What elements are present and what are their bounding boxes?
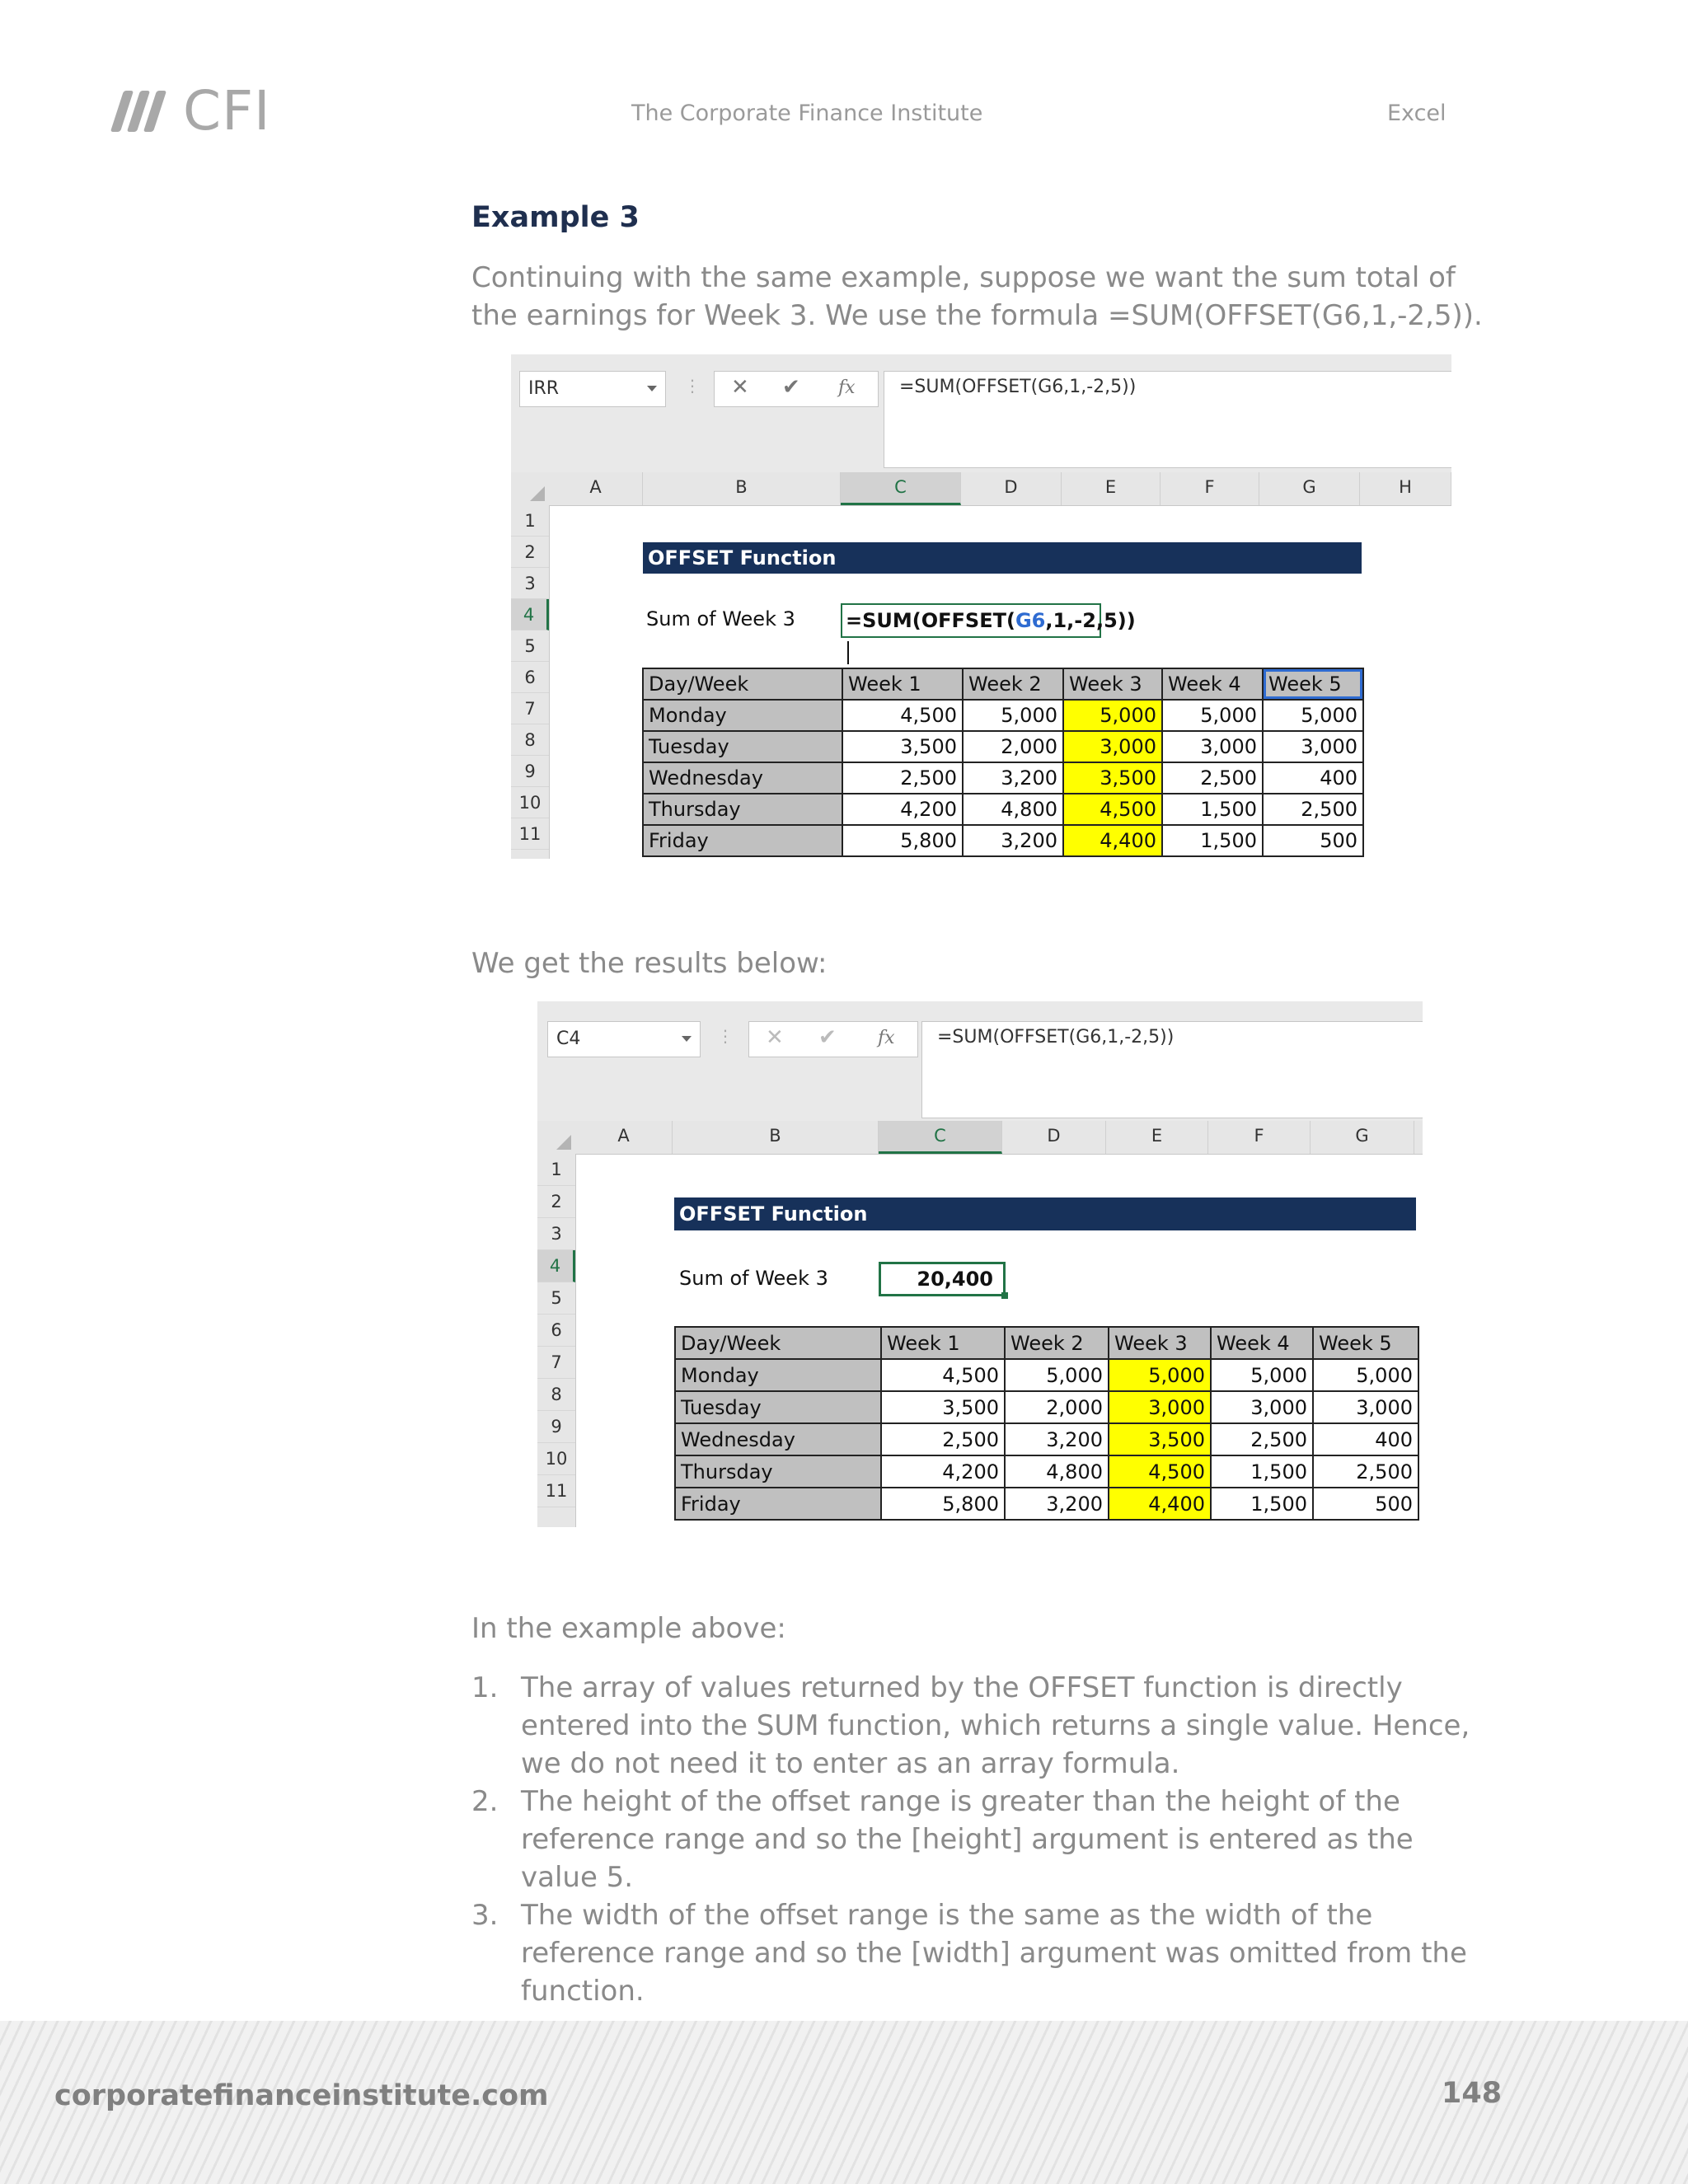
value-cell[interactable]: 400 bbox=[1313, 1423, 1418, 1455]
value-cell-highlighted[interactable]: 4,500 bbox=[1109, 1455, 1211, 1488]
table-row bbox=[643, 700, 1363, 731]
row-header[interactable]: 3 bbox=[537, 1218, 575, 1250]
row-header[interactable]: 10 bbox=[537, 1443, 575, 1475]
formula-input[interactable] bbox=[921, 1021, 1423, 1118]
list-item-number: 2. bbox=[471, 1785, 499, 1818]
column-header-a[interactable]: A bbox=[549, 472, 643, 505]
formula-buttons bbox=[748, 1021, 918, 1057]
name-box-value: C4 bbox=[556, 1029, 581, 1049]
value-cell-highlighted[interactable]: 4,500 bbox=[1063, 794, 1162, 825]
table-row bbox=[675, 1423, 1418, 1455]
intro-paragraph: Continuing with the same example, suppose we want the sum total of the earnings for Week 3. We use the formula =SUM(OFFSET(G6,1,-2,5)). bbox=[471, 261, 1483, 332]
table-header[interactable]: Week 1 bbox=[881, 1327, 1005, 1359]
table-header[interactable]: Day/Week bbox=[643, 668, 842, 700]
column-header-d[interactable]: D bbox=[1002, 1121, 1106, 1154]
value-cell[interactable]: 3,000 bbox=[1211, 1391, 1313, 1423]
table-row bbox=[643, 762, 1363, 794]
day-cell[interactable]: Tuesday bbox=[675, 1391, 881, 1423]
footer-website[interactable]: corporatefinanceinstitute.com bbox=[54, 2079, 549, 2112]
example-heading: Example 3 bbox=[471, 201, 640, 234]
formula-text: =SUM(OFFSET(G6,1,-2,5)) bbox=[937, 1027, 1175, 1047]
value-cell[interactable]: 3,500 bbox=[881, 1391, 1005, 1423]
list-item bbox=[471, 1783, 1493, 1896]
page-number: 148 bbox=[1442, 2077, 1503, 2110]
excel-screenshot-result bbox=[537, 1001, 1423, 1527]
table-header-ref-g6[interactable]: Week 5 bbox=[1263, 668, 1363, 700]
day-cell[interactable]: Friday bbox=[675, 1488, 881, 1520]
column-header-g[interactable]: G bbox=[1311, 1121, 1414, 1154]
row-header[interactable]: 6 bbox=[537, 1315, 575, 1347]
cancel-icon[interactable]: ✕ bbox=[766, 1025, 784, 1050]
value-cell[interactable]: 1,500 bbox=[1211, 1455, 1313, 1488]
value-cell[interactable]: 2,500 bbox=[1162, 762, 1263, 794]
day-cell[interactable]: Monday bbox=[675, 1359, 881, 1391]
row-header[interactable]: 1 bbox=[511, 505, 549, 537]
value-cell[interactable]: 1,500 bbox=[1162, 794, 1263, 825]
row-header[interactable]: 11 bbox=[537, 1475, 575, 1507]
value-cell-highlighted[interactable]: 3,500 bbox=[1109, 1423, 1211, 1455]
header-title: The Corporate Finance Institute bbox=[631, 101, 983, 126]
formula-text: =SUM(OFFSET(G6,1,-2,5)) bbox=[899, 377, 1137, 397]
select-all-corner[interactable] bbox=[511, 472, 549, 505]
value-cell[interactable]: 4,500 bbox=[842, 700, 963, 731]
row-header[interactable]: 5 bbox=[537, 1282, 575, 1315]
table-header[interactable]: Week 4 bbox=[1162, 668, 1263, 700]
column-headers bbox=[575, 1121, 1423, 1155]
row-header[interactable]: 9 bbox=[537, 1411, 575, 1443]
value-cell[interactable]: 4,200 bbox=[842, 794, 963, 825]
fx-icon[interactable]: fx bbox=[838, 377, 856, 398]
value-cell[interactable]: 3,200 bbox=[963, 762, 1063, 794]
row-header[interactable]: 2 bbox=[537, 1186, 575, 1218]
table-header[interactable]: Week 1 bbox=[842, 668, 963, 700]
row-header[interactable]: 7 bbox=[537, 1347, 575, 1379]
logo-text: CFI bbox=[183, 79, 271, 143]
column-header-d[interactable]: D bbox=[961, 472, 1062, 505]
row-header[interactable]: 6 bbox=[511, 662, 549, 693]
cell-formula-pre: =SUM(OFFSET( bbox=[846, 609, 1015, 632]
value-cell[interactable]: 2,500 bbox=[881, 1423, 1005, 1455]
result-cell-c4[interactable] bbox=[879, 1262, 1006, 1296]
column-header-b[interactable]: B bbox=[643, 472, 841, 505]
table-header[interactable]: Week 3 bbox=[1109, 1327, 1211, 1359]
value-cell[interactable]: 4,800 bbox=[1005, 1455, 1109, 1488]
table-row bbox=[675, 1455, 1418, 1488]
value-cell-highlighted[interactable]: 3,000 bbox=[1063, 731, 1162, 762]
offset-title-bar: OFFSET Function bbox=[643, 542, 1362, 574]
text-cursor bbox=[847, 641, 849, 664]
name-box[interactable] bbox=[519, 371, 666, 407]
sum-label: Sum of Week 3 bbox=[646, 607, 795, 630]
list-item-number: 3. bbox=[471, 1899, 499, 1932]
value-cell-highlighted[interactable]: 3,500 bbox=[1063, 762, 1162, 794]
value-cell[interactable]: 3,200 bbox=[1005, 1488, 1109, 1520]
name-box-value: IRR bbox=[528, 378, 560, 399]
value-cell[interactable]: 5,000 bbox=[1005, 1359, 1109, 1391]
day-cell[interactable]: Thursday bbox=[643, 794, 842, 825]
value-cell[interactable]: 3,000 bbox=[1162, 731, 1263, 762]
row-header[interactable]: 8 bbox=[511, 724, 549, 756]
column-headers bbox=[549, 472, 1451, 506]
header-section: Excel bbox=[1387, 101, 1447, 126]
results-intro: We get the results below: bbox=[471, 947, 828, 980]
table-row bbox=[643, 825, 1363, 856]
table-header[interactable]: Week 5 bbox=[1313, 1327, 1418, 1359]
list-item-text: The array of values returned by the OFFSET function is directly entered into the SUM function, which returns a single value. Hence, we do not need it to enter as an array formula. bbox=[521, 1671, 1470, 1780]
value-cell[interactable]: 2,000 bbox=[1005, 1391, 1109, 1423]
row-header[interactable]: 5 bbox=[511, 630, 549, 662]
value-cell[interactable]: 3,000 bbox=[1263, 731, 1363, 762]
value-cell[interactable]: 3,200 bbox=[963, 825, 1063, 856]
day-cell[interactable]: Monday bbox=[643, 700, 842, 731]
value-cell-highlighted[interactable]: 4,400 bbox=[1109, 1488, 1211, 1520]
value-cell[interactable]: 500 bbox=[1313, 1488, 1418, 1520]
row-header[interactable]: 10 bbox=[511, 787, 549, 818]
value-cell[interactable]: 4,800 bbox=[963, 794, 1063, 825]
active-cell-c4[interactable] bbox=[841, 603, 1136, 638]
list-item-text: The height of the offset range is greater than the height of the reference range and so the [height] argument is entered as the value 5. bbox=[521, 1785, 1414, 1894]
value-cell[interactable]: 5,000 bbox=[1162, 700, 1263, 731]
list-item bbox=[471, 1896, 1493, 2010]
value-cell-highlighted[interactable]: 5,000 bbox=[1063, 700, 1162, 731]
value-cell[interactable]: 3,200 bbox=[1005, 1423, 1109, 1455]
value-cell[interactable]: 1,500 bbox=[1162, 825, 1263, 856]
row-header[interactable]: 8 bbox=[537, 1379, 575, 1411]
column-header-c[interactable]: C bbox=[841, 472, 961, 505]
value-cell-highlighted[interactable]: 3,000 bbox=[1109, 1391, 1211, 1423]
value-cell[interactable]: 2,500 bbox=[1313, 1455, 1418, 1488]
earnings-table bbox=[642, 668, 1364, 857]
cell-formula-ref: G6 bbox=[1015, 609, 1046, 632]
row-header[interactable]: 4 bbox=[511, 599, 549, 630]
value-cell[interactable]: 5,000 bbox=[1263, 700, 1363, 731]
value-cell[interactable]: 4,500 bbox=[881, 1359, 1005, 1391]
value-cell[interactable]: 2,000 bbox=[963, 731, 1063, 762]
value-cell[interactable]: 5,800 bbox=[842, 825, 963, 856]
value-cell[interactable]: 2,500 bbox=[1211, 1423, 1313, 1455]
value-cell[interactable]: 5,000 bbox=[1313, 1359, 1418, 1391]
explanation-list bbox=[471, 1669, 1493, 2010]
table-row bbox=[643, 731, 1363, 762]
column-header-g[interactable]: G bbox=[1259, 472, 1360, 505]
table-header[interactable]: Week 2 bbox=[1005, 1327, 1109, 1359]
table-header[interactable]: Day/Week bbox=[675, 1327, 881, 1359]
more-options-icon[interactable]: ⋮ bbox=[717, 1026, 734, 1046]
value-cell[interactable]: 5,800 bbox=[881, 1488, 1005, 1520]
chevron-down-icon[interactable] bbox=[647, 386, 657, 391]
value-cell[interactable]: 400 bbox=[1263, 762, 1363, 794]
row-header[interactable]: 3 bbox=[511, 568, 549, 599]
value-cell[interactable]: 2,500 bbox=[1263, 794, 1363, 825]
day-cell[interactable]: Wednesday bbox=[643, 762, 842, 794]
cell-formula-post: ,1,-2,5)) bbox=[1045, 609, 1136, 632]
value-cell[interactable]: 4,200 bbox=[881, 1455, 1005, 1488]
table-header[interactable]: Week 3 bbox=[1063, 668, 1162, 700]
row-headers bbox=[537, 1154, 576, 1527]
formula-buttons bbox=[714, 371, 879, 407]
column-header-f[interactable]: F bbox=[1160, 472, 1259, 505]
value-cell[interactable]: 2,500 bbox=[842, 762, 963, 794]
column-header-a[interactable]: A bbox=[575, 1121, 673, 1154]
value-cell[interactable]: 1,500 bbox=[1211, 1488, 1313, 1520]
table-row bbox=[675, 1488, 1418, 1520]
list-item bbox=[471, 1669, 1493, 1783]
row-header[interactable]: 9 bbox=[511, 756, 549, 787]
excel-screenshot-formula bbox=[511, 354, 1451, 859]
value-cell[interactable]: 3,500 bbox=[842, 731, 963, 762]
row-header[interactable]: 7 bbox=[511, 693, 549, 724]
cfi-logo bbox=[112, 79, 277, 143]
earnings-table bbox=[674, 1326, 1419, 1521]
fx-icon[interactable]: fx bbox=[878, 1028, 895, 1048]
value-cell-highlighted[interactable]: 4,400 bbox=[1063, 825, 1162, 856]
table-header[interactable]: Week 2 bbox=[963, 668, 1063, 700]
column-header-b[interactable]: B bbox=[673, 1121, 879, 1154]
day-cell[interactable]: Friday bbox=[643, 825, 842, 856]
row-header[interactable]: 4 bbox=[537, 1250, 575, 1282]
list-item-text: The width of the offset range is the same as the width of the reference range and so the [width] argument was omitted from the function. bbox=[521, 1899, 1467, 2008]
table-header[interactable]: Week 4 bbox=[1211, 1327, 1313, 1359]
formula-input[interactable] bbox=[884, 371, 1451, 468]
day-cell[interactable]: Tuesday bbox=[643, 731, 842, 762]
cancel-icon[interactable]: ✕ bbox=[731, 375, 749, 400]
page-footer bbox=[0, 2021, 1688, 2184]
more-options-icon[interactable]: ⋮ bbox=[684, 376, 701, 396]
value-cell[interactable]: 5,000 bbox=[963, 700, 1063, 731]
offset-title-bar: OFFSET Function bbox=[674, 1197, 1416, 1230]
result-value: 20,400 bbox=[917, 1268, 993, 1291]
row-header[interactable]: 1 bbox=[537, 1154, 575, 1186]
explanation-intro: In the example above: bbox=[471, 1612, 786, 1645]
enter-icon[interactable]: ✔ bbox=[818, 1025, 837, 1050]
sum-label: Sum of Week 3 bbox=[679, 1267, 828, 1290]
row-header[interactable]: 2 bbox=[511, 537, 549, 568]
select-all-corner[interactable] bbox=[537, 1121, 575, 1154]
list-item-number: 1. bbox=[471, 1671, 499, 1704]
day-cell[interactable]: Wednesday bbox=[675, 1423, 881, 1455]
column-header-c[interactable]: C bbox=[879, 1121, 1002, 1154]
day-cell[interactable]: Thursday bbox=[675, 1455, 881, 1488]
name-box[interactable] bbox=[547, 1021, 701, 1057]
enter-icon[interactable]: ✔ bbox=[782, 375, 800, 400]
chevron-down-icon[interactable] bbox=[682, 1036, 692, 1042]
value-cell[interactable]: 3,000 bbox=[1313, 1391, 1418, 1423]
column-header-e[interactable]: E bbox=[1106, 1121, 1208, 1154]
column-header-e[interactable]: E bbox=[1062, 472, 1160, 505]
table-row bbox=[675, 1359, 1418, 1391]
table-row bbox=[643, 794, 1363, 825]
row-header[interactable]: 11 bbox=[511, 818, 549, 850]
value-cell[interactable]: 500 bbox=[1263, 825, 1363, 856]
column-header-f[interactable]: F bbox=[1208, 1121, 1311, 1154]
logo-bars-icon bbox=[112, 91, 178, 132]
column-header-h[interactable]: H bbox=[1360, 472, 1451, 505]
table-row bbox=[675, 1391, 1418, 1423]
value-cell[interactable]: 5,000 bbox=[1211, 1359, 1313, 1391]
row-headers bbox=[511, 505, 550, 859]
value-cell-highlighted[interactable]: 5,000 bbox=[1109, 1359, 1211, 1391]
